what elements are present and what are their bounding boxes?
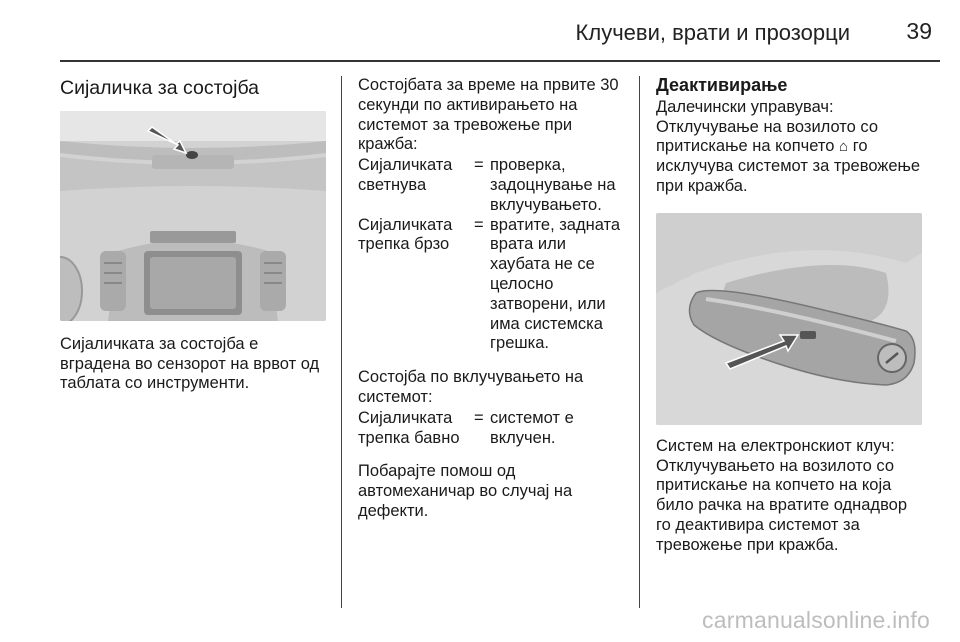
column-2 — [358, 76, 626, 522]
table-row — [358, 216, 626, 355]
table-row — [358, 409, 626, 449]
section-heading-deactivation: Деактивирање — [656, 75, 788, 95]
table-desc: проверка, задоцнување на вклучувањето. — [490, 156, 616, 214]
remote-text-a: Отклучување на возилото со притискање на копчето — [656, 117, 879, 156]
header-rule — [60, 60, 940, 62]
unlock-key-icon: ⌂ — [839, 138, 849, 156]
dashboard-status-led-figure — [60, 111, 326, 321]
running-header: Клучеви, врати и прозорци — [575, 20, 850, 45]
column-divider-1 — [341, 76, 342, 608]
watermark: carmanualsonline.info — [702, 607, 930, 633]
column-1 — [60, 76, 326, 394]
table-row — [358, 156, 626, 215]
intro-paragraph: Состојбата за време на првите 30 секунди по активирањето на системот за тревожење при кражба: — [358, 76, 619, 154]
table-desc: системот е вклучен. — [490, 408, 574, 447]
remote-text-b: го исклучува системот за тревожење при кражба. — [656, 137, 921, 195]
column-3 — [656, 76, 924, 556]
door-handle-figure — [656, 213, 922, 425]
table-equals: = — [474, 408, 484, 427]
remote-label: Далечински управувач: — [656, 97, 834, 116]
table-term: Сијаличката трепка бавно — [358, 408, 460, 447]
dashboard-illustration — [60, 111, 326, 321]
table-equals: = — [474, 156, 484, 175]
keyless-paragraph: Систем на електронскиот клуч: Отклучувањето на возилото со притискање на копчето на која било рачка на вратите однадвор го деактивира системот за тревожење при кражба. — [656, 436, 907, 554]
table-equals: = — [474, 215, 484, 234]
handle-button — [800, 331, 816, 339]
column-divider-2 — [639, 76, 640, 608]
table-desc: вратите, задната врата или хаубата не се целосно затворени, или има системска грешка. — [490, 215, 621, 353]
section-heading-status-light: Сијаличка за состојба — [60, 77, 260, 99]
status-after-activation-heading: Состојба по вклучувањето на системот: — [358, 368, 584, 406]
fault-note: Побарајте помош од автомеханичар во случај на дефекти. — [358, 462, 573, 520]
figure-caption: Сијаличката за состојба е вградена во сензорот на врвот од таблата со инструменти. — [60, 334, 320, 393]
table-term: Сијаличката трепка брзо — [358, 215, 453, 254]
status-table-first-30s — [358, 156, 626, 354]
door-handle-illustration — [656, 213, 922, 425]
status-table-after — [358, 409, 626, 449]
status-led-sensor — [186, 151, 198, 159]
table-term: Сијаличката светнува — [358, 156, 453, 194]
page-number: 39 — [906, 18, 932, 44]
remote-paragraph — [656, 118, 924, 197]
